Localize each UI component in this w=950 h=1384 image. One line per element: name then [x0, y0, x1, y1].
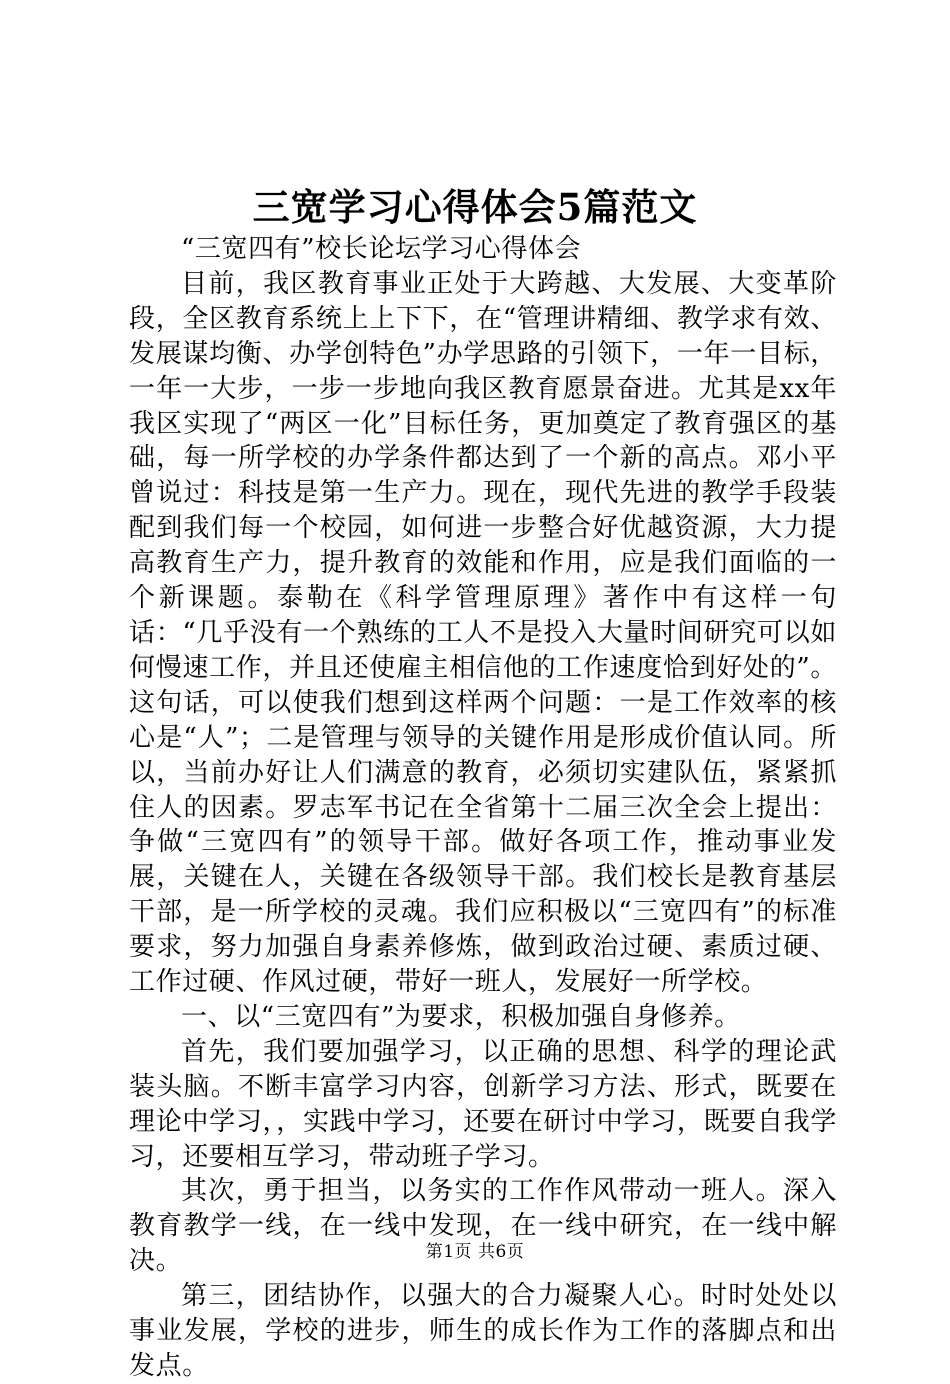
- paragraph-second: 其次，勇于担当，以务实的工作作风带动一班人。深入教育教学一线，在一线中发现，在一线中研究，在一线中解决。: [129, 1176, 837, 1277]
- document-body: [129, 232, 837, 1384]
- document-title: 三宽学习心得体会5篇范文: [252, 185, 698, 229]
- paragraph-first: 首先，我们要加强学习，以正确的思想、科学的理论武装头脑。不断丰富学习内容，创新学习方法、形式，既要在理论中学习，，实践中学习，还要在研讨中学习，既要自我学习，还要相互学习，带动班子学习。: [129, 1036, 837, 1172]
- paragraph-section-heading: 一、以“三宽四有”为要求，积极加强自身修养。: [181, 1001, 741, 1032]
- paragraph-intro: 目前，我区教育事业正处于大跨越、大发展、大变革阶段，全区教育系统上上下下，在“管理讲精细、教学求有效、发展谋均衡、办学创特色”办学思路的引领下，一年一目标，一年一大步，一步一步地向我区教育愿景奋进。尤其是xx年我区实现了“两区一化”目标任务，更加奠定了教育强区的基础，每一所学校的办学条件都达到了一个新的高点。邓小平曾说过：科技是第一生产力。现在，现代先进的教学手段装配到我们每一个校园，如何进一步整合好优越资源，大力提高教育生产力，提升教育的效能和作用，应是我们面临的一个新课题。泰勒在《科学管理原理》著作中有这样一句话：“几乎没有一个熟练的工人不是投入大量时间研究可以如何慢速工作，并且还使雇主相信他的工作速度恰到好处的”。这句话，可以使我们想到这样两个问题：一是工作效率的核心是“人”；二是管理与领导的关键作用是形成价值认同。所以，当前办好让人们满意的教育，必须切实建队伍，紧紧抓住人的因素。罗志军书记在全省第十二届三次全会上提出：争做“三宽四有”的领导干部。做好各项工作，推动事业发展，关键在人，关键在各级领导干部。我们校长是教育基层干部，是一所学校的灵魂。我们应积极以“三宽四有”的标准要求，努力加强自身素养修炼，做到政治过硬、素质过硬、工作过硬、作风过硬，带好一班人，发展好一所学校。: [129, 268, 837, 998]
- paragraph-subtitle: “三宽四有”校长论坛学习心得体会: [181, 234, 582, 264]
- paragraph-third: 第三，团结协作，以强大的合力凝聚人心。时时处处以事业发展，学校的进步，师生的成长作为工作的落脚点和出发点。: [129, 1281, 837, 1381]
- page-number-footer: 第1页 共6页: [425, 1242, 525, 1262]
